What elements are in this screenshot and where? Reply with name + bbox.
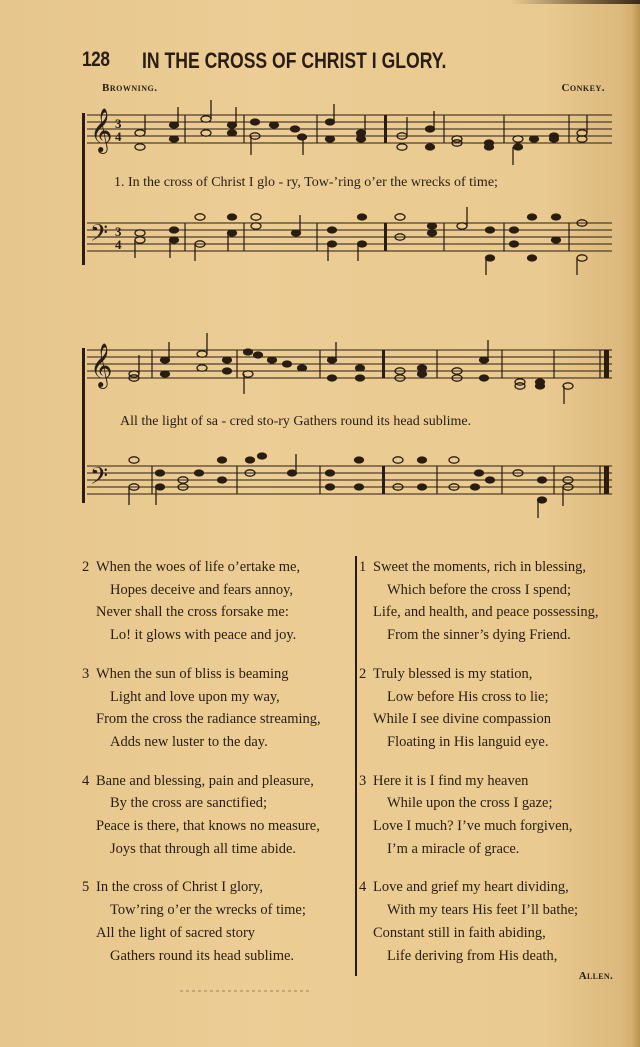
verses-section — [82, 556, 640, 976]
stanza-right-2 — [359, 663, 639, 754]
music-system-2 — [82, 330, 612, 520]
column-divider — [355, 556, 357, 976]
stanza-number: 2 — [82, 559, 90, 575]
stanza-left-2 — [82, 556, 357, 647]
stanza-number: 4 — [359, 879, 367, 896]
stanza-number: 1 — [359, 559, 367, 575]
stanza-right-4 — [359, 876, 639, 967]
stanza-number: 2 — [359, 665, 367, 682]
stanza-line: Here it is I find my heaven — [373, 772, 529, 789]
svg-text:3: 3 — [115, 116, 122, 131]
music-system-1 — [82, 95, 612, 275]
stanza-line: Bane and blessing, pain and pleasure, — [96, 772, 314, 789]
stanza-number: 4 — [82, 772, 90, 789]
stanza-line: In the cross of Christ I glory, — [96, 879, 263, 896]
stanza-left-3 — [82, 663, 357, 754]
stanza-line: From the cross the radiance streaming, — [96, 711, 321, 728]
stanza-line: From the sinner’s dying Friend. — [387, 627, 571, 644]
stanza-line: Gathers round its head sublime. — [110, 947, 295, 964]
lyricist-credit: Browning. — [102, 82, 158, 94]
faint-bleed-through — [180, 990, 310, 992]
stanza-line: Love and grief my heart dividing, — [373, 879, 569, 896]
svg-text:𝄢: 𝄢 — [90, 219, 109, 252]
page-header — [82, 46, 552, 76]
page-edge-shadow — [510, 0, 640, 4]
stanza-left-5 — [82, 876, 357, 967]
stanza-line: Constant still in faith abiding, — [373, 924, 546, 941]
stanza-line: When the sun of bliss is beaming — [96, 665, 289, 682]
hymn-title: IN THE CROSS OF CHRIST I GLORY. — [142, 48, 447, 73]
stanza-number: 3 — [359, 772, 367, 789]
stanza-line: Floating in His languid eye. — [387, 733, 549, 750]
stanza-line: Truly blessed is my station, — [373, 665, 533, 682]
page-number: 128 — [82, 48, 110, 71]
svg-text:3: 3 — [115, 224, 122, 239]
lyric-line-1: 1. In the cross of Christ I glo - ry, Tow-’ring o’er the wrecks of time; — [114, 175, 498, 190]
stanza-line: Low before His cross to lie; — [387, 688, 549, 705]
stanza-line: Life deriving from His death, — [387, 947, 558, 964]
stanza-line: Joys that through all time abide. — [110, 840, 297, 857]
hymn-right-stanzas — [359, 556, 639, 983]
stanza-number: 3 — [82, 665, 90, 682]
author-credit: Allen. — [578, 970, 613, 982]
stanza-line: Peace is there, that knows no measure, — [96, 818, 320, 835]
svg-text:4: 4 — [115, 237, 122, 252]
stanza-line: Which before the cross I spend; — [387, 581, 572, 598]
stanza-line: Light and love upon my way, — [110, 688, 280, 705]
svg-text:𝄢: 𝄢 — [90, 462, 109, 495]
stanza-line: I’m a miracle of grace. — [387, 840, 520, 857]
stanza-line: With my tears His feet I’ll bathe; — [387, 902, 579, 919]
stanza-line: Lo! it glows with peace and joy. — [110, 627, 297, 644]
stanza-right-3 — [359, 770, 639, 861]
stanza-line: Never shall the cross forsake me: — [96, 604, 289, 621]
stanza-left-4 — [82, 770, 357, 861]
svg-text:𝄞: 𝄞 — [90, 108, 113, 152]
stanza-line: Hopes deceive and fears annoy, — [110, 581, 294, 598]
lyric-line-2: All the light of sa - cred sto-ry Gathers round its head sublime. — [120, 414, 472, 429]
stanza-line: By the cross are sanctified; — [110, 795, 268, 812]
stanza-line: All the light of sacred story — [96, 924, 256, 941]
stanza-line: Adds new luster to the day. — [110, 733, 268, 750]
stanza-number: 5 — [82, 879, 90, 896]
composer-credit: Conkey. — [561, 82, 605, 94]
stanza-line: Sweet the moments, rich in blessing, — [373, 559, 587, 575]
stanza-line: Tow’ring o’er the wrecks of time; — [110, 902, 306, 919]
svg-text:4: 4 — [115, 129, 122, 144]
stanza-line: While upon the cross I gaze; — [387, 795, 553, 812]
stanza-right-1 — [359, 556, 639, 647]
stanza-line: Love I much? I’ve much forgiven, — [373, 818, 573, 835]
stanza-line: Life, and health, and peace possessing, — [373, 604, 599, 621]
hymn-left-stanzas — [82, 556, 357, 983]
stanza-line: When the woes of life o’ertake me, — [96, 559, 301, 575]
stanza-line: While I see divine compassion — [373, 711, 551, 728]
svg-text:𝄞: 𝄞 — [90, 343, 113, 387]
